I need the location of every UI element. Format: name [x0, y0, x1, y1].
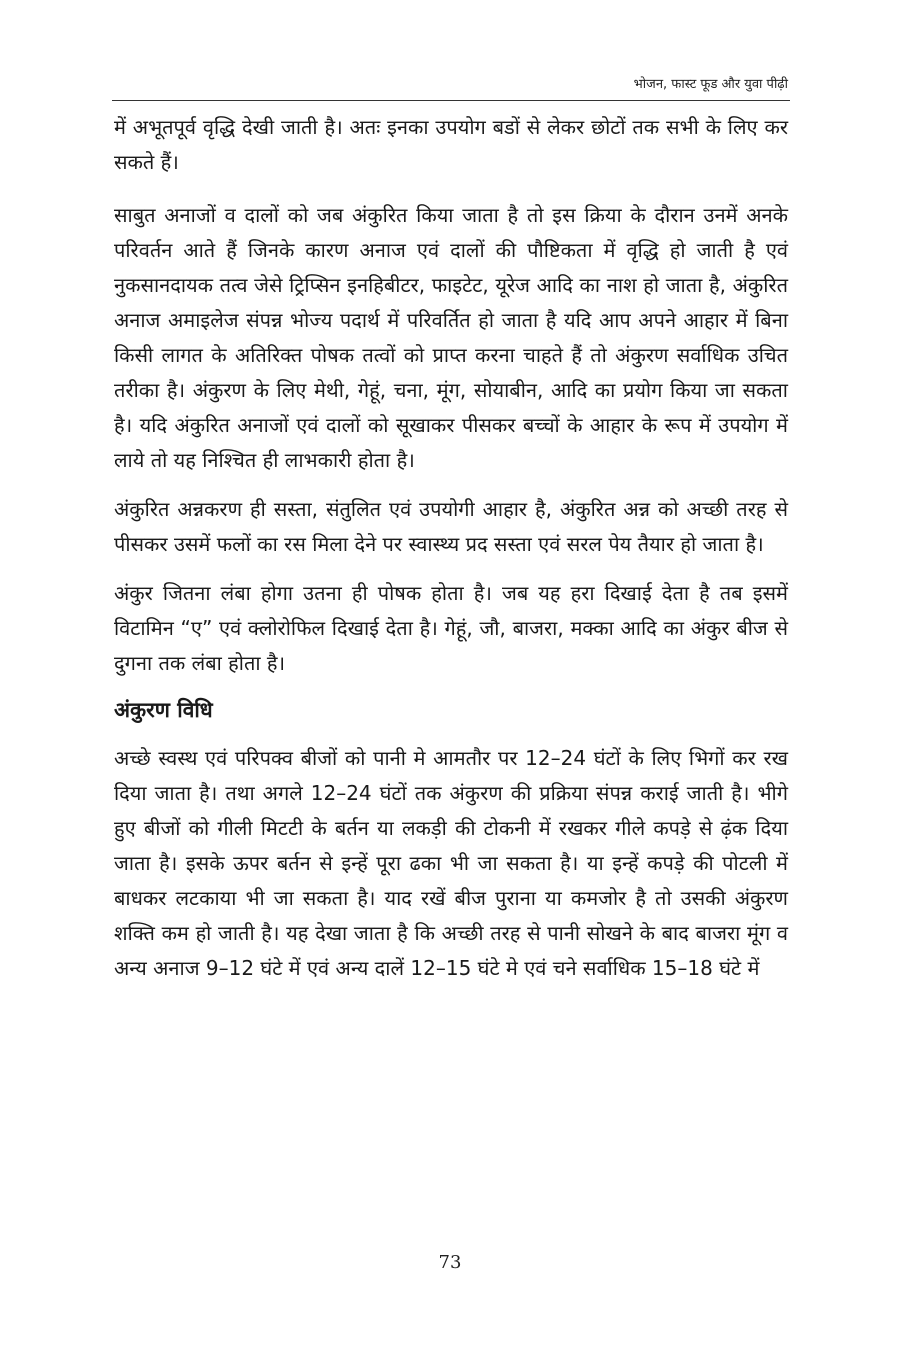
- section-heading: अंकुरण विधि: [114, 698, 213, 722]
- paragraph-sprouting-method: अच्छे स्वस्थ एवं परिपक्व बीजों को पानी मे आमतौर पर 12–24 घंटों के लिए भिगों कर रख दिया जाता है। तथा अगले 12–24 घंटों तक अंकुरण की प्रक्रिया संपन्न कराई जाती है। भीगे हुए बीजों को गीली मिटटी के बर्तन या लकड़ी की टोकनी में रखकर गीले कपड़े से ढ़ंक दिया जाता है। इसके ऊपर बर्तन से इन्हें पूरा ढका भी जा सकता है। या इन्हें कपड़े की पोटली में बाधकर लटकाया भी जा सकता है। याद रखें बीज पुराना या कमजोर है तो उसकी अंकुरण शक्ति कम हो जाती है। यह देखा जाता है कि अच्छी तरह से पानी सोखने के बाद बाजरा मूंग व अन्य अनाज 9–12 घंटे में एवं अन्य दालें 12–15 घंटे मे एवं चने सर्वाधिक 15–18 घंटे में: [114, 746, 788, 980]
- paragraph-sprout-length: अंकुर जितना लंबा होगा उतना ही पोषक होता है। जब यह हरा दिखाई देता है तब इसमें विटामिन “ए” एवं क्लोरोफिल दिखाई देता है। गेहूं, जौ, बाजरा, मक्का आदि का अंकुर बीज से दुगना तक लंबा होता है।: [114, 581, 788, 675]
- page-number: 73: [438, 1252, 462, 1273]
- page-body: [114, 110, 788, 1000]
- running-header-title: भोजन, फास्ट फूड और युवा पीढ़ी: [633, 77, 788, 92]
- header-divider: [112, 100, 790, 101]
- paragraph-sprouting-benefits: साबुत अनाजों व दालों को जब अंकुरित किया जाता है तो इस क्रिया के दौरान उनमें अनके परिवर्तन आते हैं जिनके कारण अनाज एवं दालों की पौष्टिकता में वृद्धि हो जाती है एवं नुकसानदायक तत्व जेसे ट्रिप्सिन इनहिबीटर, फाइटेट, यूरेज आदि का नाश हो जाता है, अंकुरित अनाज अमाइलेज संपन्न भोज्य पदार्थ में परिवर्तित हो जाता है यदि आप अपने आहार में बिना किसी लागत के अतिरिक्त पोषक तत्वों को प्राप्त करना चाहते हैं तो अंकुरण सर्वाधिक उचित तरीका है। अंकुरण के लिए मेथी, गेहूं, चना, मूंग, सोयाबीन, आदि का प्रयोग किया जा सकता है। यदि अंकुरित अनाजों एवं दालों को सूखाकर पीसकर बच्चों के आहार के रूप में उपयोग में लाये तो यह निश्चित ही लाभकारी होता है।: [114, 203, 788, 472]
- paragraph-continued: में अभूतपूर्व वृद्धि देखी जाती है। अतः इनका उपयोग बडों से लेकर छोटों तक सभी के लिए कर सकते हैं।: [114, 115, 788, 174]
- paragraph-sprouted-grain-food: अंकुरित अन्नकरण ही सस्ता, संतुलित एवं उपयोगी आहार है, अंकुरित अन्न को अच्छी तरह से पीसकर उसमें फलों का रस मिला देने पर स्वास्थ्य प्रद सस्ता एवं सरल पेय तैयार हो जाता है।: [114, 497, 788, 556]
